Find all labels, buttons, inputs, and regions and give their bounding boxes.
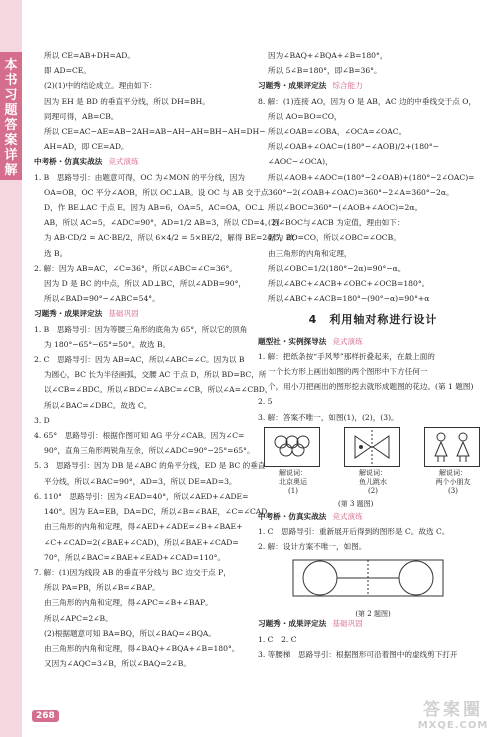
- rings-icon: [265, 428, 319, 466]
- fish-icon: [345, 428, 399, 466]
- text-line: 因为∠BAQ+∠BQA+∠B=180°，: [268, 51, 388, 60]
- text-line: 为 AB·CD/2 = AC·BE/2，所以 6×4/2 = 5×BE/2，解得 BE=24/5，故: [44, 233, 295, 243]
- section-heading: [258, 78, 488, 93]
- text-line: 1. B 思路导引：由题意可得，OC 为∠MON 的平分线，因为: [34, 172, 245, 182]
- text-line: (2)根据题意可知 BA=BQ，所以∠BAQ=∠BQA。: [44, 628, 217, 638]
- text-line: 2. C 思路导引：因为 AB=AC，所以∠ABC=∠C。因为以 B: [34, 355, 245, 365]
- text-line: 为 180°−65°−65°=50°。故选 B。: [44, 339, 171, 349]
- section-heading-text: 中考桥・仿真实战法: [258, 511, 327, 521]
- section-heading: [258, 616, 488, 631]
- text-line: 所以∠OAB+∠OAC=(180°−∠AOB)/2+(180°−: [268, 142, 440, 152]
- border-design-figure: [258, 556, 488, 604]
- text-line: 以∠CB=∠BDC。所以∠BDC=∠ABC=∠CB，所以∠A=∠CBD，: [44, 385, 273, 395]
- section-heading-text: 中考桥・仿真实战法: [34, 157, 103, 167]
- text-line: (2)(1)中的结论成立。理由如下：: [44, 81, 157, 91]
- text-line: 平分线，所以∠BAC=90°，AD=3，所以 DE=AD=3。: [44, 476, 237, 486]
- text-line: 所以 PA=PB，所以∠B=∠BAP。: [44, 583, 160, 593]
- figure-3-caption-3: 解说词： 两个小朋友 (3): [435, 468, 471, 495]
- text-line: 所以∠BOC=360°−(∠AOB+∠AOC)=2α。: [268, 203, 423, 213]
- text-line: 4. 65° 思路导引：根据作图可知 AG 平分∠CAB。因为∠C=: [34, 431, 245, 441]
- section-tag: 综合能力: [332, 81, 363, 91]
- text-line: 1. B 思路导引：因为等腰三角形的底角为 65°，所以它的顶角: [34, 324, 248, 334]
- section-heading-text: 习题秀・成果评定法: [258, 619, 327, 629]
- text-line: 为圆心，BC 长为半径画弧，交腰 AC 于点 D，所以 BD=BC，所: [44, 370, 267, 380]
- text-line: D，作 BE⊥AC 于点 E。因为 AB=6，OA=5，AC=OA，OC⊥: [44, 203, 265, 213]
- figure-2-title: (第 2 题图): [355, 609, 391, 618]
- text-line: 1. C 思路导引：重新展开后得到的图形是 C。故选 C。: [258, 527, 450, 537]
- text-line: 8. 解：(1)连接 AO，因为 O 是 AB，AC 边的中垂线交于点 O，: [258, 96, 477, 106]
- section-tag: 竞式演练: [108, 157, 139, 167]
- text-line: OA=OB，OC 平分∠AOB，所以 OC⊥AB。设 OC 与 AB 交于点: [44, 187, 269, 197]
- figure-fish-diving: [344, 427, 400, 467]
- sidebar-title: 本书习题答案详解: [4, 58, 18, 178]
- text-line: 由三角形的内角和定理，: [268, 248, 352, 258]
- section-tag: 竞式演练: [332, 511, 363, 521]
- chapter-title: 4 利用轴对称进行设计: [308, 313, 438, 327]
- text-line: AH=AD，即 CE=AD。: [44, 142, 129, 152]
- section-tag: 基础巩固: [108, 309, 139, 319]
- text-line: AB，所以 AC=5，∠ADC=90°，AD=1/2 AB=3，所以 CD=4。因: [44, 218, 280, 228]
- text-line: 2. 解：设计方案不唯一，如图。: [258, 542, 367, 552]
- text-line: 90°，直角三角形两锐角互余，所以∠ADC=90°−25°=65°。: [44, 446, 255, 456]
- text-line: 因为 BO=CO，所以∠OBC=∠OCB。: [268, 233, 401, 243]
- page-number: 268: [32, 710, 59, 722]
- section-heading-text: 题型社・实例探导法: [258, 336, 327, 346]
- text-line: ∠C+∠CAD=2(∠BAE+∠CAD)，所以∠BAE+∠CAD=: [44, 537, 239, 547]
- text-line: 6. 110° 思路导引：因为∠EAD=40°，所以∠AED+∠ADE=: [34, 491, 249, 501]
- text-line: ∠AOC−∠OCA)，: [268, 157, 333, 167]
- right-column: [258, 48, 488, 662]
- text-line: 3. D: [34, 415, 50, 425]
- text-line: 因为 D 是 BC 的中点，所以 AD⊥BC，所以∠ADB=90°，: [44, 279, 246, 289]
- figure-3-group: [258, 427, 488, 508]
- figure-3-title: (第 3 题图): [338, 499, 374, 508]
- section-heading-text: 习题秀・成果评定法: [34, 309, 103, 319]
- text-line: 2. 5: [258, 397, 273, 407]
- text-line: 所以 5∠B=180°，即∠B=36°。: [268, 66, 382, 76]
- text-line: 由三角形的内角和定理，得∠AED+∠ADE=∠B+∠BAE+: [44, 522, 243, 532]
- text-line: 所以∠ABC+∠ACB=180°−(90°−α)=90°+α: [268, 294, 430, 304]
- text-line: 由三角形的内角和定理，得∠APC=∠B+∠BAP。: [44, 598, 213, 608]
- figure-2-group: [258, 556, 488, 618]
- section-heading: [34, 306, 248, 321]
- text-line: 所以∠BAD=90°−∠ABC=54°。: [44, 294, 160, 304]
- text-line: 又因为∠AQC=3∠B，所以∠BAQ=2∠B。: [44, 659, 191, 669]
- text-line: 因为 EH 是 BD 的垂直平分线，所以 DH=BH。: [44, 96, 210, 106]
- text-line: 选 B。: [44, 248, 68, 258]
- children-icon: [425, 428, 479, 466]
- text-line: 所以∠ABC+∠ACB+∠OBC+∠OCB=180°。: [268, 279, 430, 289]
- text-line: 所以∠OBC=1/2(180°−2α)=90°−α。: [268, 263, 406, 273]
- text-line: 1. 解：把纸条按“手风琴”那样折叠起来，在最上面的: [258, 351, 435, 361]
- sidebar-strip: [0, 0, 22, 737]
- text-line: 同理可得，AB=CB。: [44, 111, 119, 121]
- figure-3-caption-1: 解说词： 北京奥运 (1): [279, 468, 307, 495]
- text-line: 所以∠APC=2∠B。: [44, 613, 113, 623]
- figure-3-caption-2: 解说词： 鱼儿跳水 (2): [359, 468, 387, 495]
- text-line: 所以 CE=AC−AE=AB−2AH=AB−AH−AH=BH−AH=DH−: [44, 127, 266, 137]
- text-line: 即 AD=CE。: [44, 66, 91, 76]
- watermark-logo: 答案圈 MXQE.COM: [417, 700, 489, 731]
- section-heading: [258, 334, 488, 349]
- section-heading: [34, 154, 248, 169]
- text-line: 3. 等腰梯 思路导引：根据图形可沿着图中的虚线剪下打开: [258, 649, 458, 659]
- section-tag: 竞式演练: [332, 336, 363, 346]
- text-line: 个，用小刀把画出的图形挖去就形成题图的花边。(第 1 题图): [268, 382, 474, 392]
- figure-beijing-olympics: [264, 427, 320, 467]
- text-line: 所以 AO=BO=CO，: [268, 111, 342, 121]
- text-line: 5. 3 思路导引：因为 DB 是∠ABC 的角平分线，ED 是 BC 的垂直: [34, 461, 266, 471]
- text-line: 2. 解：因为 AB=AC，∠C=36°，所以∠ABC=∠C=36°。: [34, 263, 237, 273]
- text-line: 所以∠AOB+∠AOC=(180°−2∠OAB)+(180°−2∠OAC)=: [268, 172, 475, 182]
- text-line: 7. 解：(1)因为线段 AB 的垂直平分线与 BC 边交于点 P，: [34, 567, 231, 577]
- text-line: 所以∠BAC=∠DBC。故选 C。: [44, 400, 152, 410]
- section-tag: 基础巩固: [332, 619, 363, 629]
- text-line: 1. C 2. C: [258, 634, 297, 644]
- figure-two-children: [424, 427, 480, 467]
- text-line: 所以 CE=AB+DH=AD。: [44, 51, 135, 60]
- section-heading-text: 习题秀・成果评定法: [258, 81, 327, 91]
- text-line: 360°−2(∠OAB+∠OAC)=360°−2∠A=360°−2α。: [268, 187, 454, 197]
- text-line: 由三角形的内角和定理，得∠BAQ+∠BQA+∠B=180°。: [44, 643, 240, 653]
- text-line: 所以∠OAB=∠OBA，∠OCA=∠OAC。: [268, 127, 407, 137]
- text-line: 70°，所以∠BAC=∠BAE+∠EAD+∠CAD=110°。: [44, 552, 226, 562]
- text-line: (2)∠BOC与∠ACB 为定值，理由如下：: [268, 218, 405, 228]
- text-line: 3. 解：答案不唯一，如图(1)，(2)，(3)。: [258, 412, 399, 422]
- text-line: 一个长方形上画出如图的两个图形中下方任何一: [268, 367, 428, 377]
- text-line: 140°。因为 EA=EB，DA=DC，所以∠B=∠BAE，∠C=∠CAD。: [44, 507, 275, 517]
